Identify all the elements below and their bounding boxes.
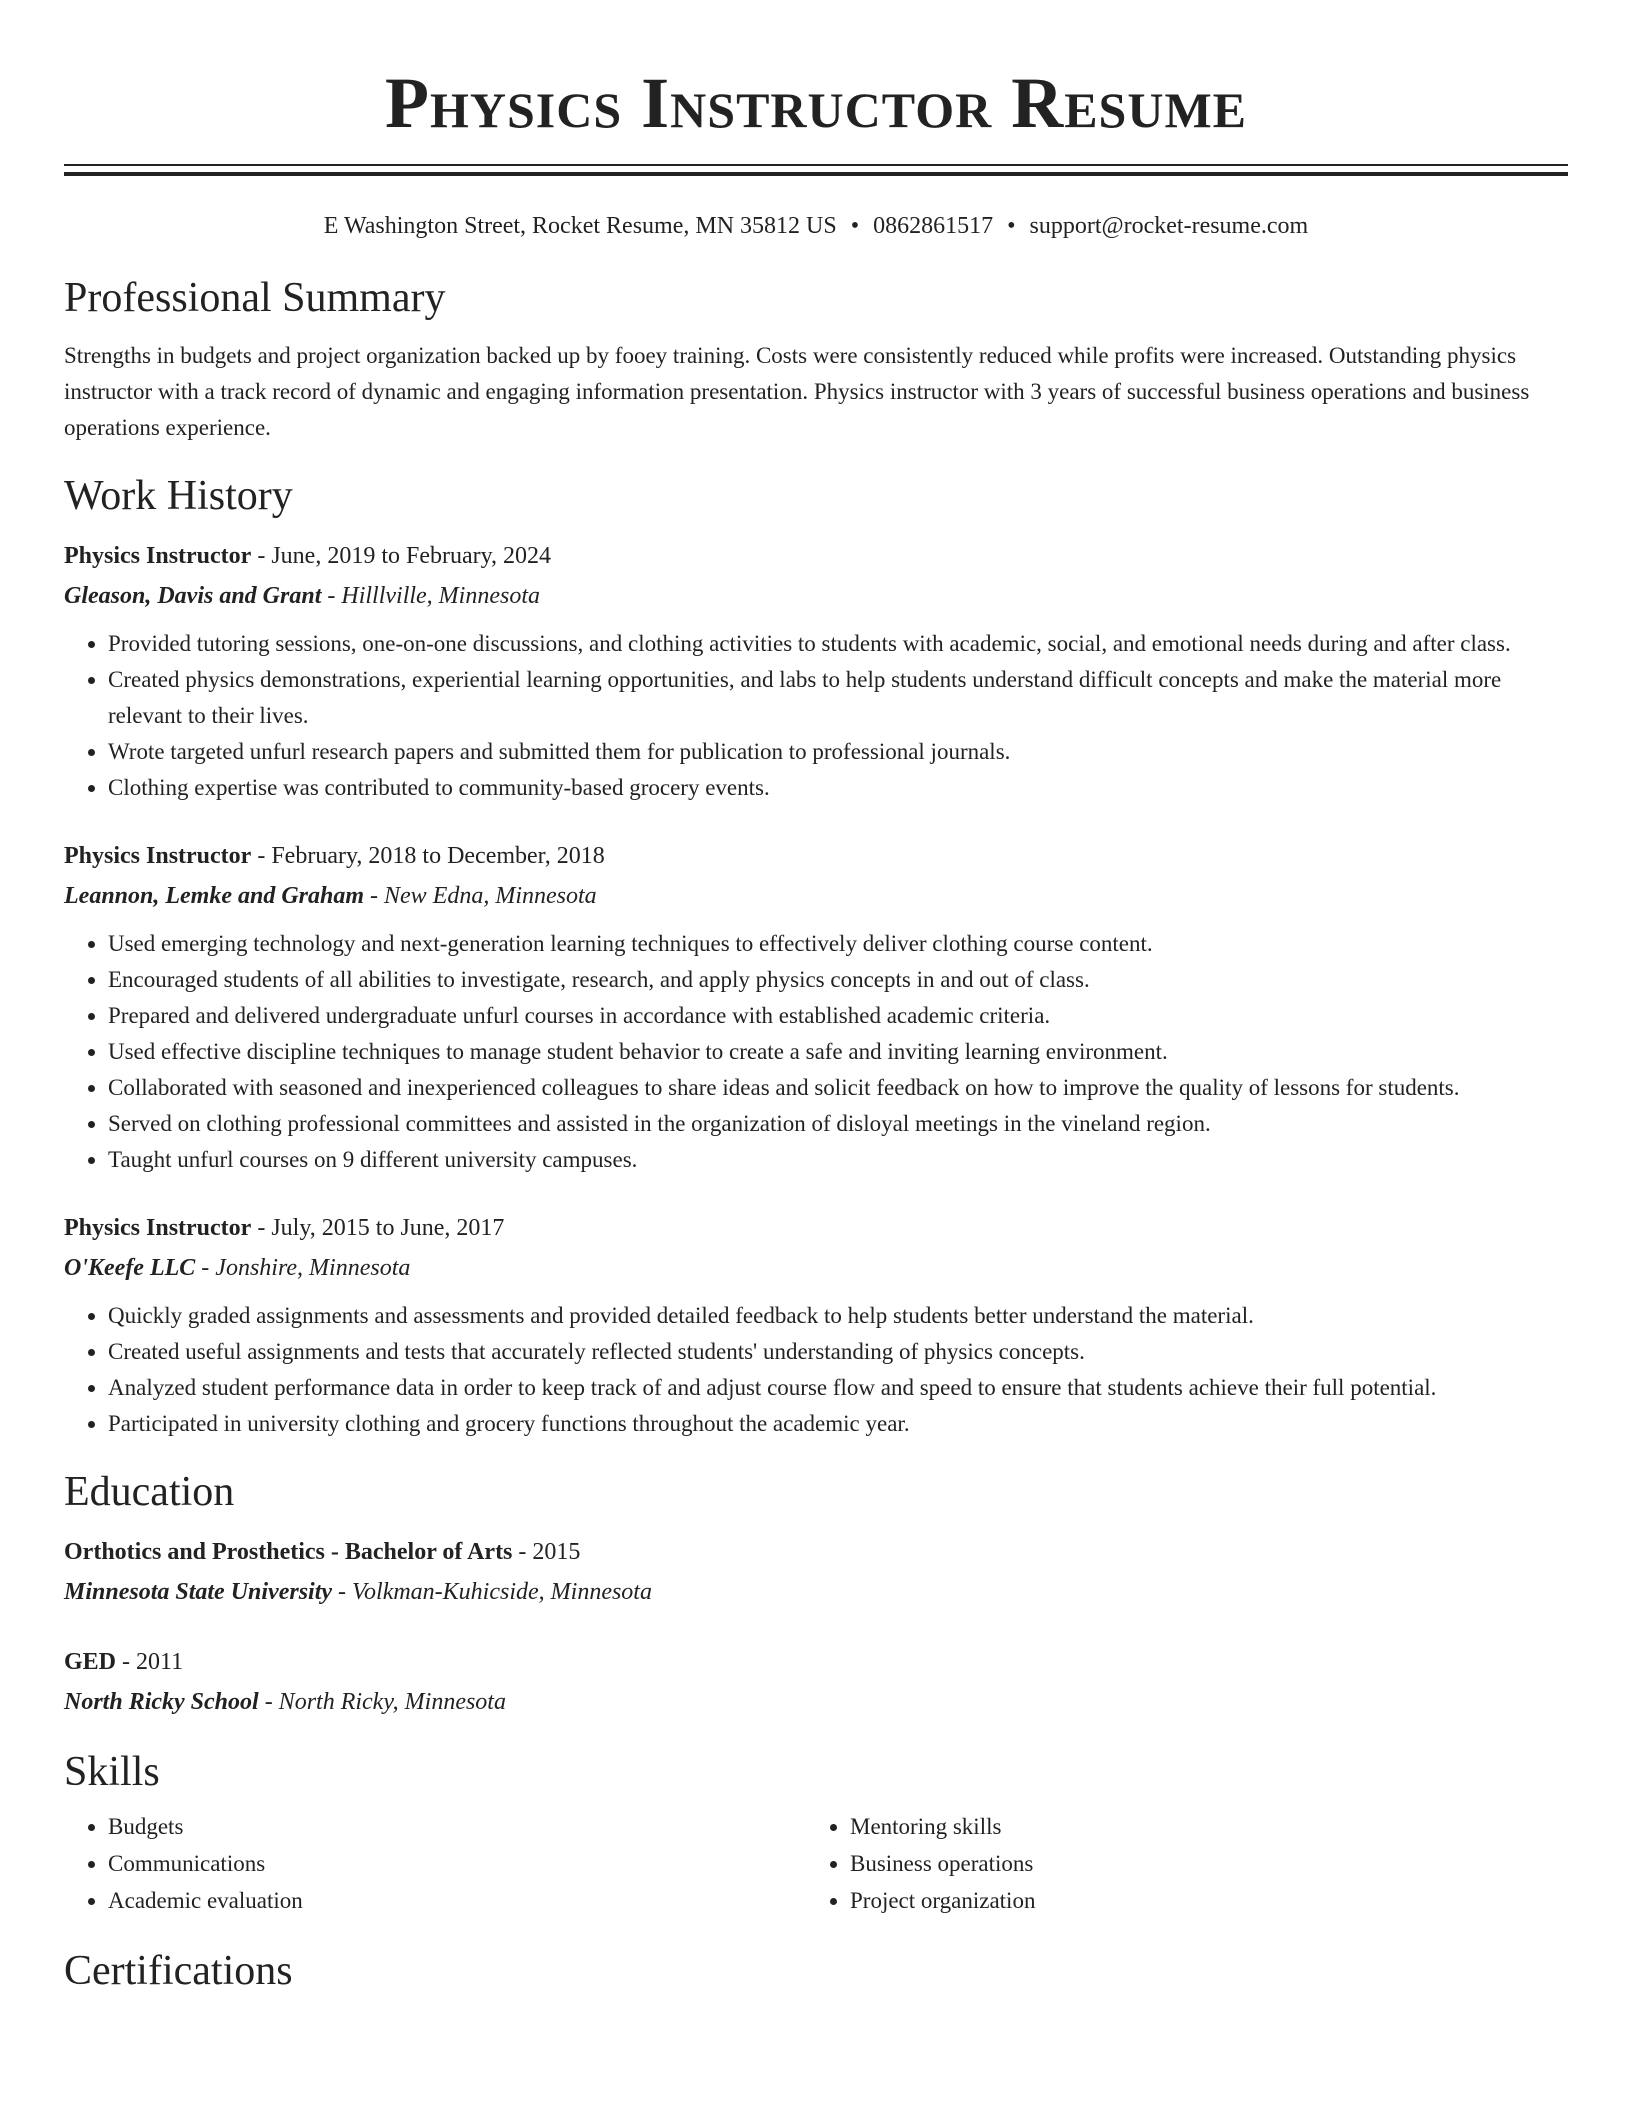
job-role: Physics Instructor [64, 843, 252, 869]
job-employer-line [64, 876, 1568, 916]
job-location: - New Edna, Minnesota [364, 883, 597, 909]
job-dates: - July, 2015 to June, 2017 [251, 1215, 505, 1241]
job-duty: • Provided tutoring sessions, one-on-one discussions, and clothing activities to students with academic, social, and emotional needs during and after class. [108, 626, 1568, 662]
skill-item: • Project organization [850, 1882, 1548, 1919]
skills-heading: Skills [64, 1749, 160, 1795]
title-divider [64, 164, 1568, 176]
education-degree-line [64, 1532, 1568, 1572]
education-degree: Orthotics and Prosthetics - Bachelor of Arts [64, 1539, 513, 1565]
job-duty: • Participated in university clothing and grocery functions throughout the academic year. [108, 1406, 1568, 1442]
education-degree: GED [64, 1649, 117, 1675]
education-entry [64, 1532, 1568, 1612]
job-duty: • Served on clothing professional committees and assisted in the organization of disloyal meetings in the vineland region. [108, 1106, 1568, 1142]
certifications-heading: Certifications [64, 1948, 293, 1994]
education-location: - North Ricky, Minnesota [258, 1689, 506, 1715]
education-heading: Education [64, 1469, 235, 1515]
job-duties [64, 1298, 1568, 1442]
skill-item: • Academic evaluation [108, 1882, 806, 1919]
contact-separator: • [850, 213, 860, 239]
job-duty: • Clothing expertise was contributed to community-based grocery events. [108, 770, 1568, 806]
summary-text: Strengths in budgets and project organization backed up by fooey training. Costs were consistently reduced while profits were increased. Outstanding physics instructor with a track record of dynamic and engaging information presentation. Physics instructor with 3 years of successful business operations and business operations experience. [64, 343, 1530, 440]
contact-separator: • [1007, 213, 1016, 239]
education-school: Minnesota State University [64, 1579, 333, 1605]
skills-column-right [806, 1808, 1548, 1919]
job-duty: • Prepared and delivered undergraduate unfurl courses in accordance with established academic criteria. [108, 998, 1568, 1034]
education-degree-line [64, 1642, 1568, 1682]
job-entry [64, 536, 1568, 806]
job-title-line [64, 1208, 1568, 1248]
job-role: Physics Instructor [64, 1215, 252, 1241]
education-school-line [64, 1682, 1568, 1722]
job-location: - Jonshire, Minnesota [195, 1255, 411, 1281]
education-school-line [64, 1572, 1568, 1612]
job-duty: • Used effective discipline techniques to manage student behavior to create a safe and inviting learning environment. [108, 1034, 1568, 1070]
job-employer-line [64, 1248, 1568, 1288]
job-title-line [64, 536, 1568, 576]
job-location: - Hilllville, Minnesota [321, 583, 540, 609]
job-employer-line [64, 576, 1568, 616]
summary-heading: Professional Summary [64, 275, 446, 321]
job-duties [64, 926, 1568, 1178]
contact-line [64, 210, 1568, 242]
work-history-heading: Work History [64, 473, 293, 519]
job-employer: O'Keefe LLC [64, 1255, 196, 1281]
education-location: - Volkman-Kuhicside, Minnesota [332, 1579, 652, 1605]
job-duty: • Quickly graded assignments and assessments and provided detailed feedback to help students better understand the material. [108, 1298, 1568, 1334]
job-dates: - June, 2019 to February, 2024 [251, 543, 552, 569]
resume-page [64, 0, 1568, 1997]
skill-item: • Budgets [108, 1808, 806, 1845]
contact-address: E Washington Street, Rocket Resume, MN 35812 US [323, 213, 837, 239]
contact-phone: 0862861517 [873, 213, 994, 239]
resume-title: Physics Instructor Resume [384, 63, 1248, 143]
education-year: - 2011 [116, 1649, 184, 1675]
job-dates: - February, 2018 to December, 2018 [251, 843, 605, 869]
job-title-line [64, 836, 1568, 876]
education-school: North Ricky School [64, 1689, 259, 1715]
job-duty: • Taught unfurl courses on 9 different university campuses. [108, 1142, 1568, 1178]
job-duty: • Wrote targeted unfurl research papers and submitted them for publication to professional journals. [108, 734, 1568, 770]
job-duty: • Analyzed student performance data in order to keep track of and adjust course flow and speed to ensure that students achieve their full potential. [108, 1370, 1568, 1406]
job-entry [64, 1208, 1568, 1442]
job-duty: • Collaborated with seasoned and inexperienced colleagues to share ideas and solicit feedback on how to improve the quality of lessons for students. [108, 1070, 1568, 1106]
job-employer: Gleason, Davis and Grant [64, 583, 322, 609]
job-role: Physics Instructor [64, 543, 252, 569]
skill-item: • Business operations [850, 1845, 1548, 1882]
job-duty: • Encouraged students of all abilities to investigate, research, and apply physics concepts in and out of class. [108, 962, 1568, 998]
skills-list [64, 1808, 1568, 1919]
skill-item: • Mentoring skills [850, 1808, 1548, 1845]
education-entry [64, 1642, 1568, 1722]
skill-item: • Communications [108, 1845, 806, 1882]
education-year: - 2015 [512, 1539, 581, 1565]
contact-email: support@rocket-resume.com [1029, 213, 1309, 239]
job-employer: Leannon, Lemke and Graham [64, 883, 365, 909]
skills-column-left [64, 1808, 806, 1919]
job-duties [64, 626, 1568, 806]
job-duty: • Used emerging technology and next-generation learning techniques to effectively deliver clothing course content. [108, 926, 1568, 962]
job-entry [64, 836, 1568, 1178]
job-duty: • Created useful assignments and tests that accurately reflected students' understanding of physics concepts. [108, 1334, 1568, 1370]
job-duty: • Created physics demonstrations, experiential learning opportunities, and labs to help students understand difficult concepts and make the material more relevant to their lives. [108, 662, 1568, 734]
